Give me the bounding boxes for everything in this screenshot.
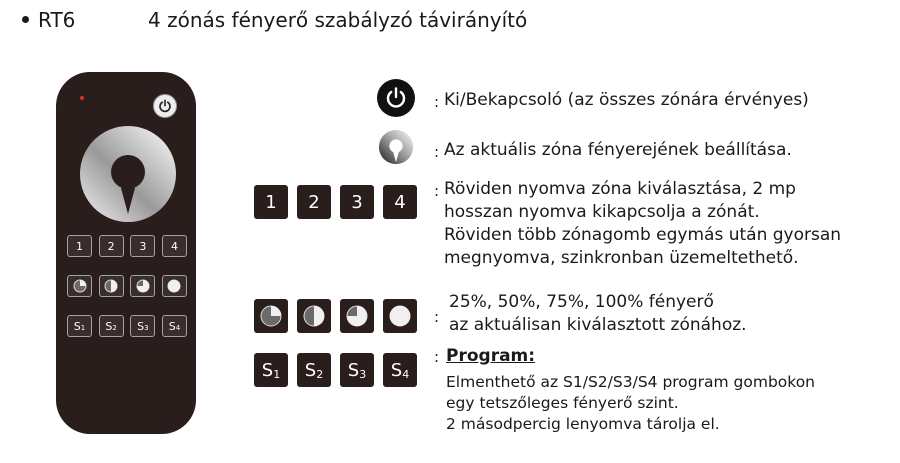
brightness-level-icon [104, 279, 118, 293]
brightness-key-100 [383, 299, 417, 333]
scene-key-s1: S $_1$ [254, 353, 288, 387]
separator: : [434, 308, 440, 326]
power-description: Ki/Bekapcsoló (az összes zónára érvényes) [444, 90, 809, 110]
zone-key-4: 4 [383, 185, 417, 219]
zone-key-2: 2 [297, 185, 331, 219]
brightness-level-icon [260, 305, 282, 327]
power-icon [158, 99, 172, 113]
remote-scene-key: S $_3$ [130, 315, 155, 337]
zone-key-1: 1 [254, 185, 288, 219]
brightness-key-75 [340, 299, 374, 333]
legend-zone-keys [254, 185, 417, 219]
brightness-description: 25%, 50%, 75%, 100% fényerő az aktuálisan kiválasztott zónához. [449, 292, 747, 335]
model-name: RT6 [38, 8, 76, 32]
remote-zone-key: 2 [99, 235, 124, 257]
brightness-level-icon [73, 279, 87, 293]
brightness-level-icon [303, 305, 325, 327]
remote-power-button [153, 94, 177, 118]
remote-brightness-key [67, 275, 92, 297]
separator: : [434, 348, 440, 366]
legend-power-icon [377, 79, 415, 117]
separator: : [434, 182, 440, 200]
brightness-level-icon [167, 279, 181, 293]
remote-brightness-key [99, 275, 124, 297]
remote-zone-key: 4 [162, 235, 187, 257]
header [22, 8, 882, 34]
scene-key-s4: S $_4$ [383, 353, 417, 387]
brightness-level-icon [389, 305, 411, 327]
brightness-level-icon [136, 279, 150, 293]
legend-brightness-keys [254, 299, 417, 333]
remote-brightness-key [130, 275, 155, 297]
led-indicator [80, 96, 84, 100]
remote-scene-key: S $_1$ [67, 315, 92, 337]
wheel-description: Az aktuális zóna fényerejének beállítása. [444, 140, 792, 160]
remote-brightness-row [67, 275, 187, 297]
zone-key-3: 3 [340, 185, 374, 219]
remote-scene-row [67, 315, 187, 337]
program-description: Elmenthető az S1/S2/S3/S4 program gombokon egy tetszőleges fényerő szint. 2 másodpercig lenyomva tárolja el. [446, 373, 816, 433]
power-icon [384, 86, 408, 110]
page-title: 4 zónás fényerő szabályzó távirányító [148, 8, 528, 32]
remote-zone-row [67, 235, 187, 257]
scene-key-s2: S $_2$ [297, 353, 331, 387]
remote-control [56, 72, 196, 434]
bullet-icon [22, 16, 29, 23]
scene-key-s3: S $_3$ [340, 353, 374, 387]
brightness-key-50 [297, 299, 331, 333]
program-title: Program: [446, 346, 536, 366]
remote-scene-key: S $_2$ [99, 315, 124, 337]
zone-description: Röviden nyomva zóna kiválasztása, 2 mp hosszan nyomva kikapcsolja a zónát. Röviden több zónagomb egymás után gyorsan megnyomva, szinkronban üzemeltethető. [444, 179, 842, 268]
remote-dimmer-wheel [78, 124, 178, 224]
legend-dimmer-wheel-icon [377, 128, 415, 166]
brightness-key-25 [254, 299, 288, 333]
remote-brightness-key [162, 275, 187, 297]
separator: : [434, 143, 440, 161]
legend-scene-keys [254, 353, 417, 387]
separator: : [434, 93, 440, 111]
brightness-level-icon [346, 305, 368, 327]
program-section [446, 346, 535, 366]
remote-zone-key: 1 [67, 235, 92, 257]
remote-zone-key: 3 [130, 235, 155, 257]
remote-scene-key: S $_4$ [162, 315, 187, 337]
